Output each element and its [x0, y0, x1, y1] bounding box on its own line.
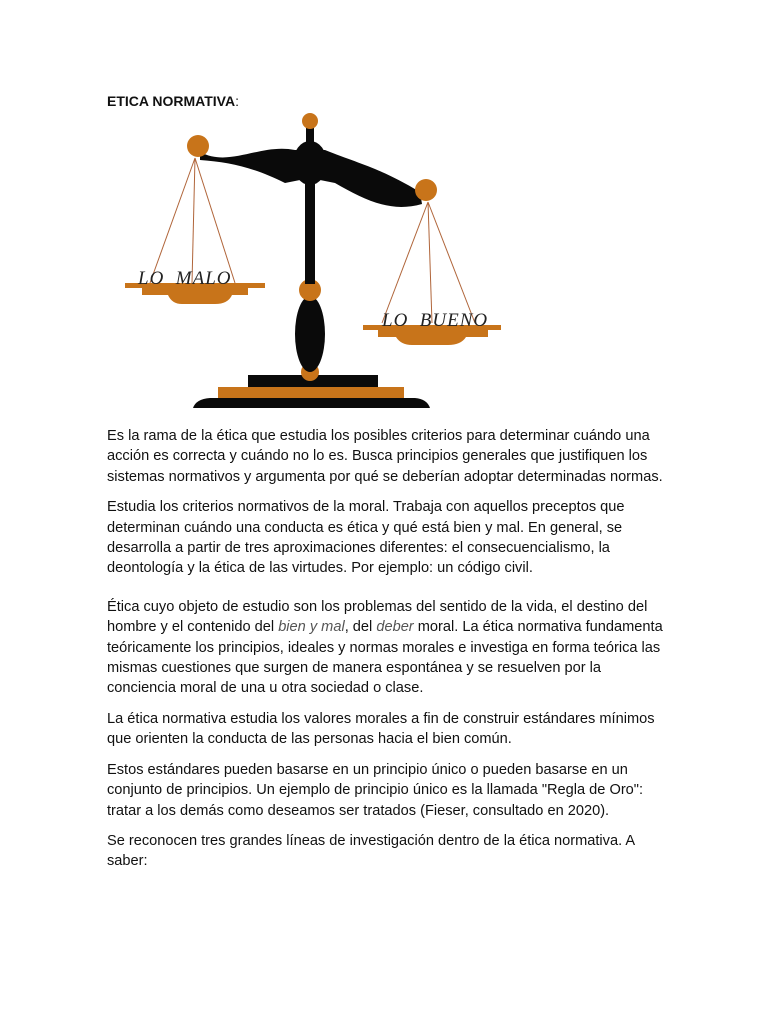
paragraph-6: Se reconocen tres grandes líneas de investigación dentro de la ética normativa. A saber: [107, 832, 635, 870]
paragraph-3-part-c: moral. La ética normativa fundamenta teóricamente los principios, ideales y normas morales e investiga en forma teórica las mismas cuestiones que surgen de manera espontánea y se resuelven por la conciencia moral de una u otra sociedad o clase. [107, 619, 663, 697]
finial-stem [306, 126, 314, 148]
left-pan-label: LO MALO [138, 268, 232, 289]
right-string-3 [428, 202, 475, 323]
scale-base-middle [218, 387, 404, 398]
right-string-2 [428, 202, 432, 323]
right-string-1 [382, 202, 428, 323]
left-beam-knob [187, 135, 209, 157]
scales-of-justice-illustration [120, 108, 505, 410]
paragraph-4: La ética normativa estudia los valores morales a fin de construir estándares mínimos que orienten la conducta de las personas hacia el bien común. [107, 710, 655, 748]
paragraph-1: Es la rama de la ética que estudia los posibles criterios para determinar cuándo una acción es correcta y cuándo no lo es. Busca principios generales que justifiquen los sistemas normativos y argumenta por qué se deberían adoptar determinadas normas. [107, 428, 663, 485]
scale-base-bottom [193, 398, 430, 408]
right-pan-bowl [396, 337, 466, 345]
link-bien-y-mal[interactable]: bien y mal [278, 619, 345, 636]
left-pan-bowl [168, 295, 232, 304]
top-finial [302, 113, 318, 129]
title-colon: : [235, 93, 239, 109]
paragraph-3 [107, 597, 667, 699]
paragraph-5: Estos estándares pueden basarse en un principio único o pueden basarse en un conjunto de principios. Un ejemplo de principio único es la llamada "Regla de Oro": tratar a los demás como deseamos ser tratados (Fieser, consultado en 2020). [107, 761, 644, 819]
pillar-lower [295, 296, 325, 372]
paragraph-2: Estudia los criterios normativos de la moral. Trabaja con aquellos preceptos que determinan cuándo una conducta es ética y qué está bien y mal. En general, se desarrolla a partir de tres aproximaciones diferentes: el consecuencialismo, la deontología y la ética de las virtudes. Por ejemplo: un código civil. [107, 499, 625, 577]
paragraph-3-part-b: , del [344, 619, 377, 636]
pillar-upper [305, 178, 315, 284]
scales-svg [120, 108, 505, 410]
title-text: ETICA NORMATIVA [107, 93, 236, 109]
right-beam-knob [415, 179, 437, 201]
right-pan-label: LO BUENO [382, 310, 489, 331]
body-text [107, 426, 667, 882]
left-pan-middle [142, 288, 248, 295]
right-pan-middle [378, 330, 488, 337]
left-string-1 [150, 158, 195, 283]
paragraph-3-part-a: Ética cuyo objeto de estudio son los problemas del sentido de la vida, el destino del hombre y el contenido del [107, 598, 648, 636]
left-string-2 [192, 158, 195, 283]
left-string-3 [195, 158, 235, 283]
link-deber[interactable]: deber [376, 619, 414, 636]
